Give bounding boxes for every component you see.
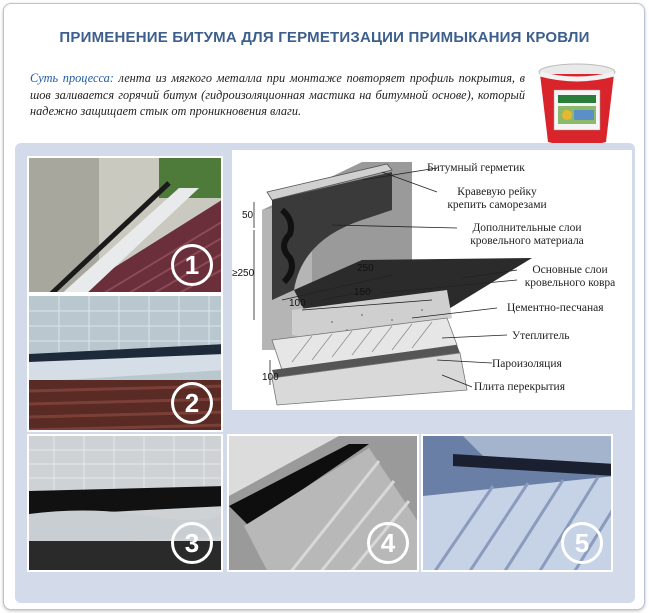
photo-2 (27, 294, 223, 432)
intro-body: лента из мягкого металла при монтаже повторяет профиль покрытия, в шов заливается горячий битум (гидроизоляционная мастика на битумной основе), который надежно защищает стык от проникновения влаги. (30, 71, 526, 118)
roof-junction-diagram (232, 150, 632, 410)
label-screed: Цементно-песчаная (507, 302, 604, 314)
intro-lead: Суть процесса: (30, 71, 114, 85)
photo-5-number: 5 (561, 522, 603, 564)
dimension-100-top: 100 (289, 298, 306, 309)
label-extra-layers: Дополнительные слои кровельного материала (470, 222, 584, 247)
photo-3-number: 3 (171, 522, 213, 564)
photo-3 (27, 434, 223, 572)
photo-2-number: 2 (171, 382, 213, 424)
page-title: ПРИМЕНЕНИЕ БИТУМА ДЛЯ ГЕРМЕТИЗАЦИИ ПРИМЫКАНИЯ КРОВЛИ (59, 29, 590, 46)
label-main-layers: Основные слои кровельного ковра (524, 264, 616, 289)
label-sealant: Битумный герметик (427, 162, 525, 174)
label-vapor: Пароизоляция (492, 358, 562, 370)
dimension-50: 50 (242, 210, 254, 221)
dimension-100-bottom: 100 (262, 372, 279, 383)
label-insulation: Утеплитель (512, 330, 570, 342)
photo-4-number: 4 (367, 522, 409, 564)
label-slab: Плита перекрытия (474, 381, 565, 393)
label-rail: Кравевую рейку крепить саморезами (447, 186, 547, 211)
dimension-250: 250 (357, 263, 374, 274)
mastic-bucket-image (534, 62, 620, 150)
photo-5 (421, 434, 613, 572)
photo-1 (27, 156, 223, 294)
photo-1-number: 1 (171, 244, 213, 286)
intro-text (30, 70, 525, 120)
dimension-250-left: ≥250 (232, 268, 255, 279)
photo-4 (227, 434, 419, 572)
dimension-150: 150 (354, 287, 371, 298)
